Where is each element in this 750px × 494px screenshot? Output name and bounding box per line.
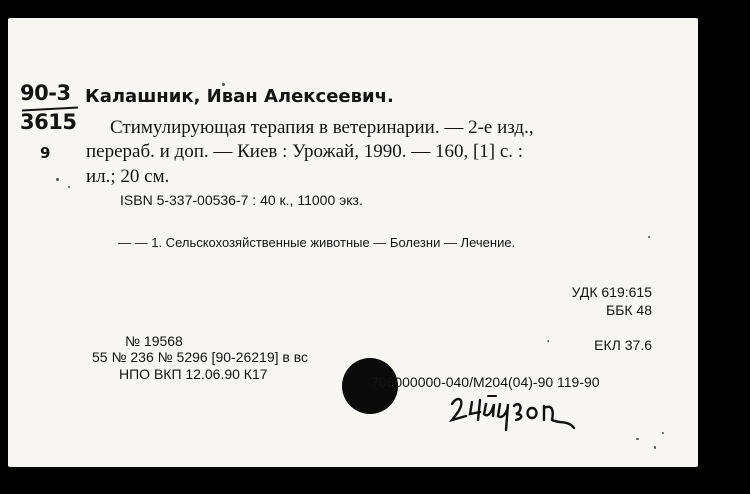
- speck: [648, 236, 650, 238]
- print-order: 55 № 236 № 5296 [90-26219] в вс: [92, 349, 309, 365]
- npo-line: НПО ВКП 12.06.90 К17: [119, 366, 268, 382]
- ekl-code: ЕКЛ 37.6: [594, 337, 652, 353]
- shelfmark-bottom: 3615: [20, 110, 77, 134]
- bbk-code: ББК 48: [606, 302, 652, 318]
- speck: [68, 186, 70, 188]
- shelfmark-top: 90-3: [20, 81, 71, 105]
- card-number: № 19568: [125, 333, 183, 349]
- speck: [222, 83, 225, 86]
- dot-mark: ·: [546, 335, 551, 350]
- speck: [56, 178, 59, 181]
- udc-code: УДК 619:615: [571, 284, 652, 300]
- handwritten-note-icon: [448, 390, 578, 438]
- title-line-2: перераб. и доп. — Киев : Урожай, 1990. — 160, [1] с. :: [86, 141, 524, 162]
- catalog-code: 706000000-040/М204(04)-90 119-90: [371, 374, 600, 390]
- speck: [654, 446, 656, 449]
- speck: [662, 432, 664, 434]
- shelfmark-mark: 9: [40, 144, 50, 162]
- title-line-1: Стимулирующая терапия в ветеринарии. — 2-е изд.,: [110, 117, 534, 138]
- subject-headings: — — 1. Сельскохозяйственные животные — Болезни — Лечение.: [118, 235, 516, 250]
- isbn-line: ISBN 5-337-00536-7 : 40 к., 11000 экз.: [120, 192, 363, 208]
- catalog-card: [8, 18, 698, 467]
- speck: [636, 438, 639, 440]
- author-heading: Калашник, Иван Алексеевич.: [85, 86, 394, 107]
- title-line-3: ил.; 20 см.: [86, 166, 170, 187]
